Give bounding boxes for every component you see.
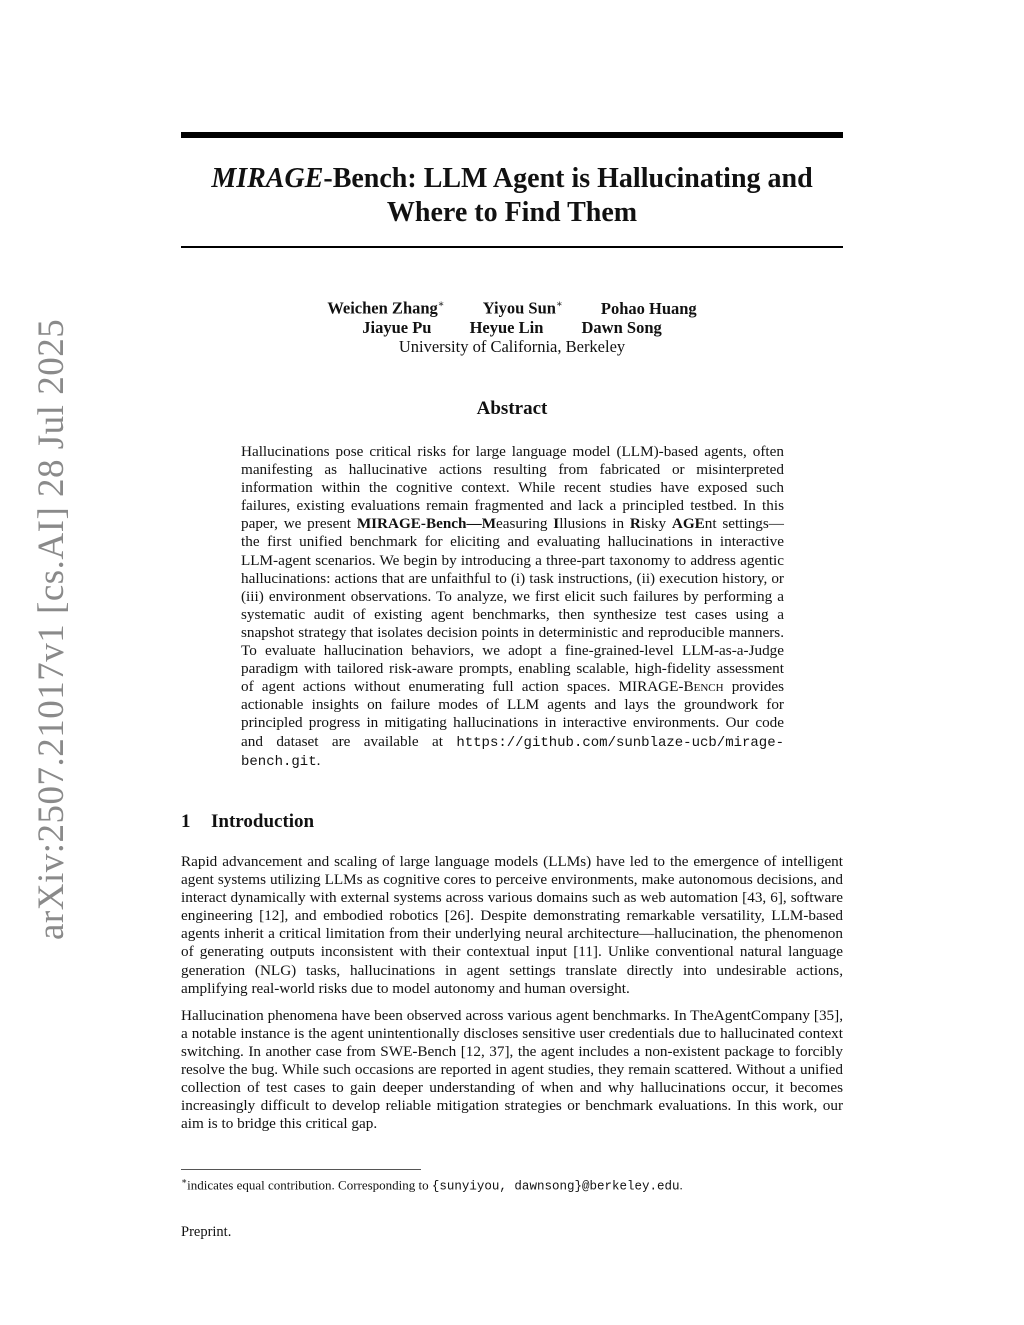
paper-title (181, 162, 843, 230)
author-name: Pohao Huang (600, 298, 697, 318)
arxiv-identifier: arXiv:2507.21017v1 [cs.AI] 28 Jul 2025 (31, 318, 72, 940)
author-name: Weichen Zhang∗ (327, 298, 445, 318)
paragraph: Rapid advancement and scaling of large language models (LLMs) have led to the emergence of intelligent agent systems utilizing LLMs as cognitive cores to perceive environments, make autonomous decisions, and interact dynamically with external systems across various domains such as web automation [43, 6], software engineering [12], and embodied robotics [26]. Despite demonstrating remarkable versatility, LLM-based agents inherit a critical limitation from their underlying neural architecture—hallucination, the phenomenon of generating outputs inconsistent with their contextual input [11]. Unlike conventional natural language generation (NLG) tasks, hallucinations in agent settings translate directly into undesirable actions, amplifying real-world risks due to model autonomy and human oversight. (181, 853, 843, 997)
section-number: 1 (181, 811, 191, 832)
footnote-rule (181, 1169, 421, 1170)
benchmark-name-smallcaps: MIRAGE-Bench (618, 678, 724, 696)
title-italic-part: MIRAGE (211, 163, 324, 194)
title-bottom-rule (181, 246, 843, 248)
author-name: Heyue Lin (469, 317, 544, 337)
title-top-rule (181, 132, 843, 138)
repository-link[interactable]: https://github.com/sunblaze-ucb/mirage-bench.git (241, 734, 784, 770)
title-line2: Where to Find Them (386, 197, 638, 228)
author-name: Jiayue Pu (362, 317, 432, 337)
introduction-body (181, 853, 843, 1142)
abstract-heading: Abstract (476, 398, 548, 419)
corresponding-emails[interactable]: {sunyiyou, dawnsong}@berkeley.edu (431, 1179, 680, 1194)
footnote: ∗indicates equal contribution. Corresponding to {sunyiyou, dawnsong}@berkeley.edu. (181, 1176, 683, 1194)
abstract-text: Hallucinations pose critical risks for large language model (LLM)-based agents, often manifesting as hallucinative actions resulting from fabricated or misinterpreted information within the cognitive context. While recent studies have exposed such failures, existing evaluations remain fragmented and lack a principled testbed. In this paper, we present MIRAGE-Bench—Measuring Illusions in Risky AGEnt settings—the first unified benchmark for eliciting and evaluating hallucinations in interactive LLM-agent scenarios. We begin by introducing a three-part taxonomy to address agentic hallucinations: actions that are unfaithful to (i) task instructions, (ii) execution history, or (iii) environment observations. To analyze, we first elicit such failures by performing a systematic audit of existing agent benchmarks, then synthesize test cases using a snapshot strategy that isolates decision points in deterministic and reproducible manners. To evaluate hallucination behaviors, we adopt a fine-grained-level LLM-as-a-Judge paradigm with tailored risk-aware prompts, enabling scalable, high-fidelity assessment of agent actions without enumerating full action spaces. MIRAGE-Bench provides actionable insights on failure modes of LLM agents and lays the groundwork for principled progress in mitigating hallucinations in interactive environments. Our code and dataset are available at https://github.com/sunblaze-ucb/mirage-bench.git. (241, 443, 784, 770)
section-title: Introduction (211, 811, 315, 832)
title-line1-rest: -Bench: LLM Agent is Hallucinating and (323, 163, 813, 194)
section-heading-introduction (181, 811, 843, 833)
author-block (181, 295, 843, 356)
author-name: Yiyou Sun∗ (482, 298, 563, 318)
author-name: Dawn Song (581, 317, 662, 337)
affiliation: University of California, Berkeley (398, 336, 626, 356)
preprint-label: Preprint. (181, 1224, 232, 1240)
paragraph: Hallucination phenomena have been observed across various agent benchmarks. In TheAgentCompany [35], a notable instance is the agent unintentionally discloses sensitive user credentials due to hallucinated context switching. In another case from SWE-Bench [12, 37], the agent includes a non-existent package to forcibly resolve the bug. While such occasions are reported in agent studies, they remain scattered. Without a unified collection of test cases to gain deeper understanding of when and why hallucinations occur, it becomes increasingly difficult to develop reliable mitigation strategies or benchmark evaluations. In this work, our aim is to bridge this critical gap. (181, 1006, 843, 1133)
